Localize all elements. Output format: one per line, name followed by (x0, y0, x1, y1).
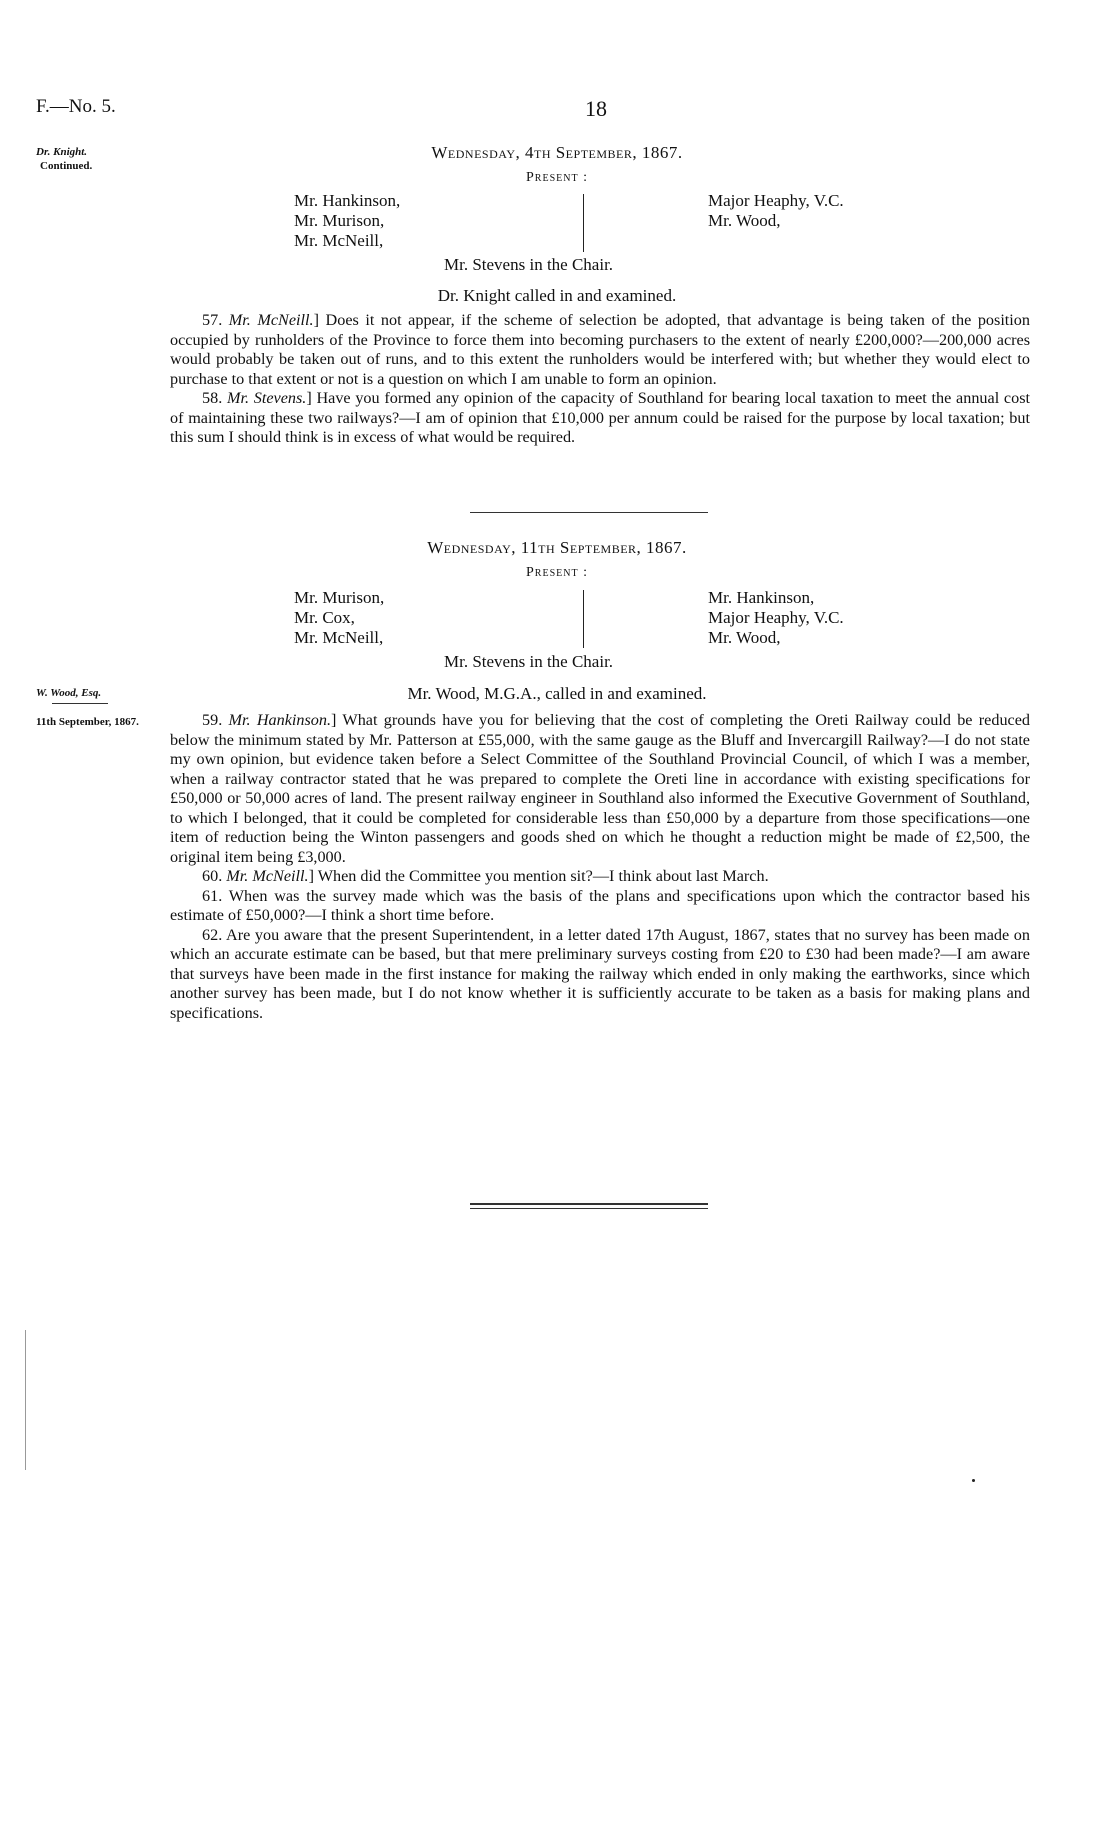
member-divider (583, 590, 584, 648)
end-rule-top (470, 1203, 708, 1205)
margin-note-continued: Continued. (40, 160, 93, 172)
testimony-paragraph: 61. When was the survey made which was the basis of the plans and specifications upon which the contractor based his estimate of £50,000?—I think a short time before. (170, 886, 1030, 924)
member-divider (583, 194, 584, 252)
member-name: Major Heaphy, V.C. (708, 191, 844, 210)
session-date-heading: Wednesday, 4th September, 1867. (431, 143, 683, 162)
margin-note-witness: W. Wood, Esq. (36, 687, 102, 699)
margin-note-date: 11th September, 1867. (36, 716, 139, 728)
members-right-list (708, 191, 844, 231)
chair-statement: Mr. Stevens in the Chair. (444, 255, 614, 274)
witness-examined: Mr. Wood, M.G.A., called in and examined. (407, 684, 707, 703)
member-name: Major Heaphy, V.C. (708, 608, 844, 627)
testimony-paragraph: 57. Mr. McNeill.] Does it not appear, if the scheme of selection be adopted, that advantage is being taken of the position occupied by runholders of the Province to force them into becoming purchasers to the extent of nearly £200,000?—200,000 acres would probably be taken out of runs, and to this extent the runholders would be interfered with; but whether they would elect to purchase to that extent or not is a question on which I am unable to form an opinion. (170, 311, 1030, 388)
member-name: Mr. Murison, (294, 211, 385, 230)
page-number: 18 (585, 96, 607, 121)
member-name: Mr. Murison, (294, 588, 385, 607)
testimony-paragraph: 58. Mr. Stevens.] Have you formed any opinion of the capacity of Southland for bearing local taxation to meet the annual cost of maintaining these two railways?—I am of opinion that £10,000 per annum could be raised for the purpose by local taxation; but this sum I should think is in excess of what would be required. (170, 389, 1030, 446)
member-name: Mr. Hankinson, (294, 191, 401, 210)
member-name: Mr. Hankinson, (708, 588, 815, 607)
testimony-session-2 (170, 711, 1030, 1023)
scan-edge-mark (25, 1330, 26, 1470)
witness-examined: Dr. Knight called in and examined. (437, 286, 677, 305)
members-right-list (708, 588, 844, 648)
session-date-heading: Wednesday, 11th September, 1867. (427, 538, 687, 557)
member-name: Mr. Wood, (708, 211, 781, 230)
chair-statement: Mr. Stevens in the Chair. (444, 652, 614, 671)
section-divider (470, 512, 708, 513)
testimony-paragraph: 59. Mr. Hankinson.] What grounds have you for believing that the cost of completing the Oreti Railway could be reduced below the minimum stated by Mr. Patterson at £55,000, with the same gauge as the Bluff and Invercargill Railway?—I do not state my own opinion, but evidence taken before a Select Committee of the Southland Provincial Council, of which I was a member, when a railway contractor stated that he was prepared to complete the Oreti line in accordance with existing specifications for £50,000 or 50,000 acres of land. The present railway engineer in Southland also informed the Executive Government of Southland, to which I belonged, that it could be completed for considerable less than £50,000 by a departure from those specifications—one item of reduction being the Winton passengers and goods shed on which he thought a reduction might be made of £2,500, the original item being £3,000. (170, 711, 1031, 866)
member-name: Mr. McNeill, (294, 231, 384, 250)
present-label: Present : (526, 565, 588, 580)
member-name: Mr. Wood, (708, 628, 781, 647)
members-left-list (294, 191, 400, 251)
end-rule-bottom (470, 1208, 708, 1209)
member-name: Mr. Cox, (294, 608, 355, 627)
margin-note-witness: Dr. Knight. (36, 146, 88, 158)
page-reference: F.—No. 5. (36, 96, 116, 117)
testimony-paragraph: 60. Mr. McNeill.] When did the Committee you mention sit?—I think about last March. (202, 867, 769, 885)
testimony-paragraph: 62. Are you aware that the present Superintendent, in a letter dated 17th August, 1867, states that no survey has been made on which an accurate estimate can be based, but that mere preliminary surveys costing from £20 to £30 had been made?—I am aware that surveys have been made in the first instance for making the railway which ended in only making the earthworks, since which another survey has been made, but I do not know whether it is sufficiently accurate to be taken as a basis for making plans and specifications. (170, 925, 1030, 1022)
members-left-list (294, 588, 384, 648)
member-name: Mr. McNeill, (294, 628, 384, 647)
testimony-session-1 (170, 311, 1030, 448)
scan-speck (972, 1479, 975, 1482)
present-label: Present : (526, 170, 588, 185)
